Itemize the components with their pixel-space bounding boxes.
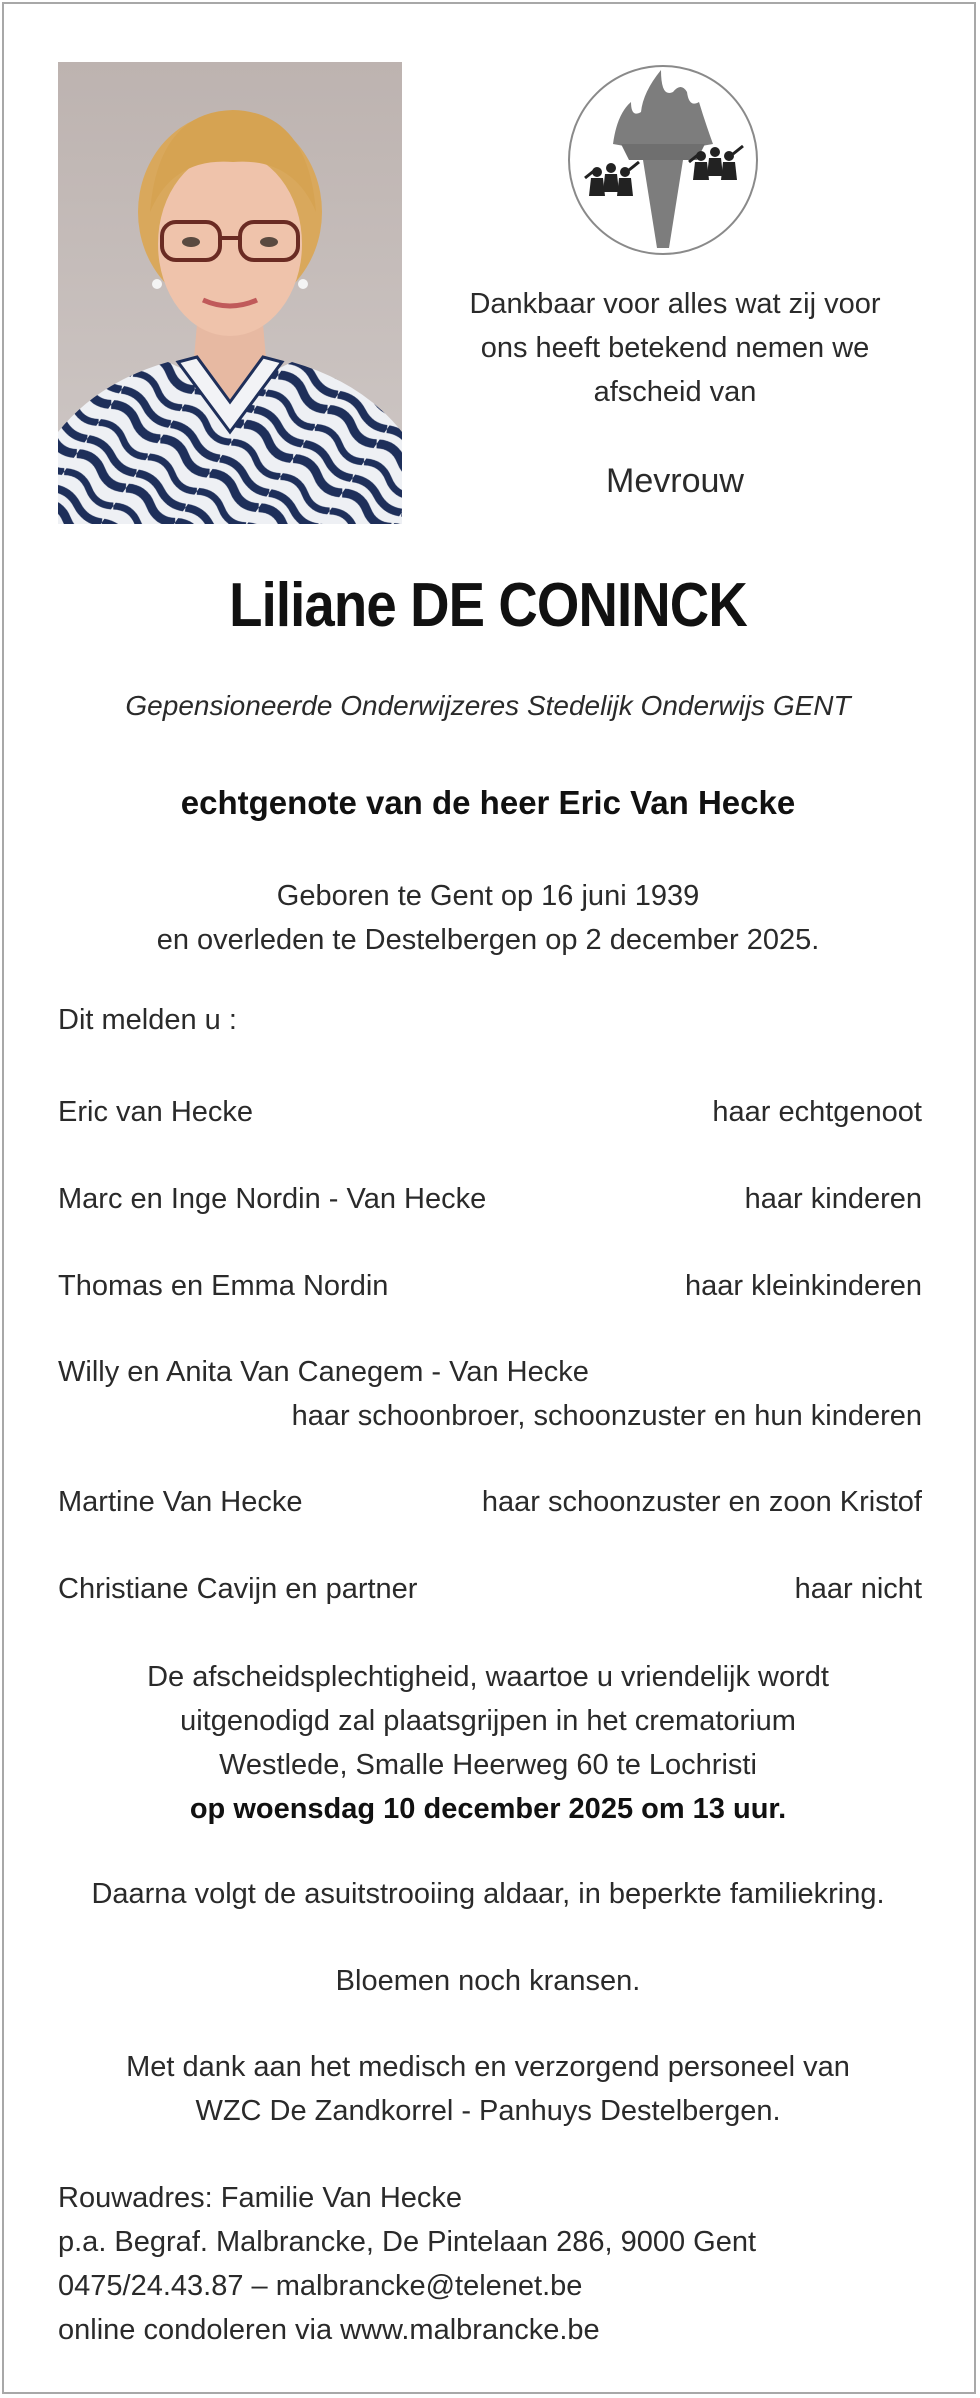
life-dates: [0, 874, 976, 962]
family-name: Martine Van Hecke: [58, 1486, 303, 1518]
ceremony-line: uitgenodigd zal plaatsgrijpen in het crematorium: [180, 1705, 796, 1737]
family-name: Christiane Cavijn en partner: [58, 1573, 418, 1605]
ceremony-line: De afscheidsplechtigheid, waartoe u vriendelijk wordt: [147, 1661, 829, 1693]
torch-emblem-icon: [565, 62, 761, 258]
thanks-line: Met dank aan het medisch en verzorgend personeel van: [126, 2051, 850, 2083]
thanks-line: WZC De Zandkorrel - Panhuys Destelbergen.: [195, 2095, 781, 2127]
phone-email: 0475/24.43.87 – malbrancke@telenet.be: [58, 2270, 583, 2302]
condolence-website: online condoleren via www.malbrancke.be: [58, 2314, 600, 2346]
family-name: Thomas en Emma Nordin: [58, 1270, 389, 1302]
family-relation: haar kinderen: [744, 1183, 922, 1215]
portrait-photo: [58, 62, 402, 524]
family-relation: haar schoonzuster en zoon Kristof: [481, 1486, 922, 1518]
intro-line: afscheid van: [593, 376, 757, 408]
birth-line: Geboren te Gent op 16 juni 1939: [276, 880, 700, 912]
family-name: Willy en Anita Van Canegem - Van Hecke: [58, 1356, 589, 1388]
flowers-text: Bloemen noch kransen.: [335, 1965, 641, 1997]
ceremony-datetime: op woensdag 10 december 2025 om 13 uur.: [189, 1793, 787, 1825]
contact-block: [58, 2176, 756, 2352]
family-relation: haar echtgenoot: [712, 1096, 922, 1128]
mourning-address: Rouwadres: Familie Van Hecke: [58, 2182, 463, 2214]
spouse-line: echtgenote van de heer Eric Van Hecke: [180, 784, 796, 821]
occupation: Gepensioneerde Onderwijzeres Stedelijk Onderwijs GENT: [125, 690, 851, 721]
announce-text: Dit melden u :: [58, 1004, 237, 1036]
ceremony-info: [0, 1655, 976, 1831]
thanks-text: [0, 2045, 976, 2133]
ceremony-line: Westlede, Smalle Heerweg 60 te Lochristi: [219, 1749, 757, 1781]
intro-line: ons heeft betekend nemen we: [480, 332, 870, 364]
intro-line: Dankbaar voor alles wat zij voor: [469, 288, 881, 320]
family-name: Marc en Inge Nordin - Van Hecke: [58, 1183, 487, 1215]
intro-text: [430, 282, 920, 414]
deceased-name: Liliane DE CONINCK: [229, 571, 747, 640]
family-relation: haar kleinkinderen: [685, 1270, 922, 1302]
family-name: Eric van Hecke: [58, 1096, 254, 1128]
funeral-home-address: p.a. Begraf. Malbrancke, De Pintelaan 286, 9000 Gent: [58, 2226, 757, 2258]
family-relation: haar schoonbroer, schoonzuster en hun kinderen: [291, 1400, 922, 1432]
scattering-text: Daarna volgt de asuitstrooiing aldaar, in beperkte familiekring.: [91, 1878, 885, 1910]
death-line: en overleden te Destelbergen op 2 december 2025.: [156, 924, 820, 956]
family-relation: haar nicht: [794, 1573, 922, 1605]
salutation: Mevrouw: [606, 462, 744, 500]
